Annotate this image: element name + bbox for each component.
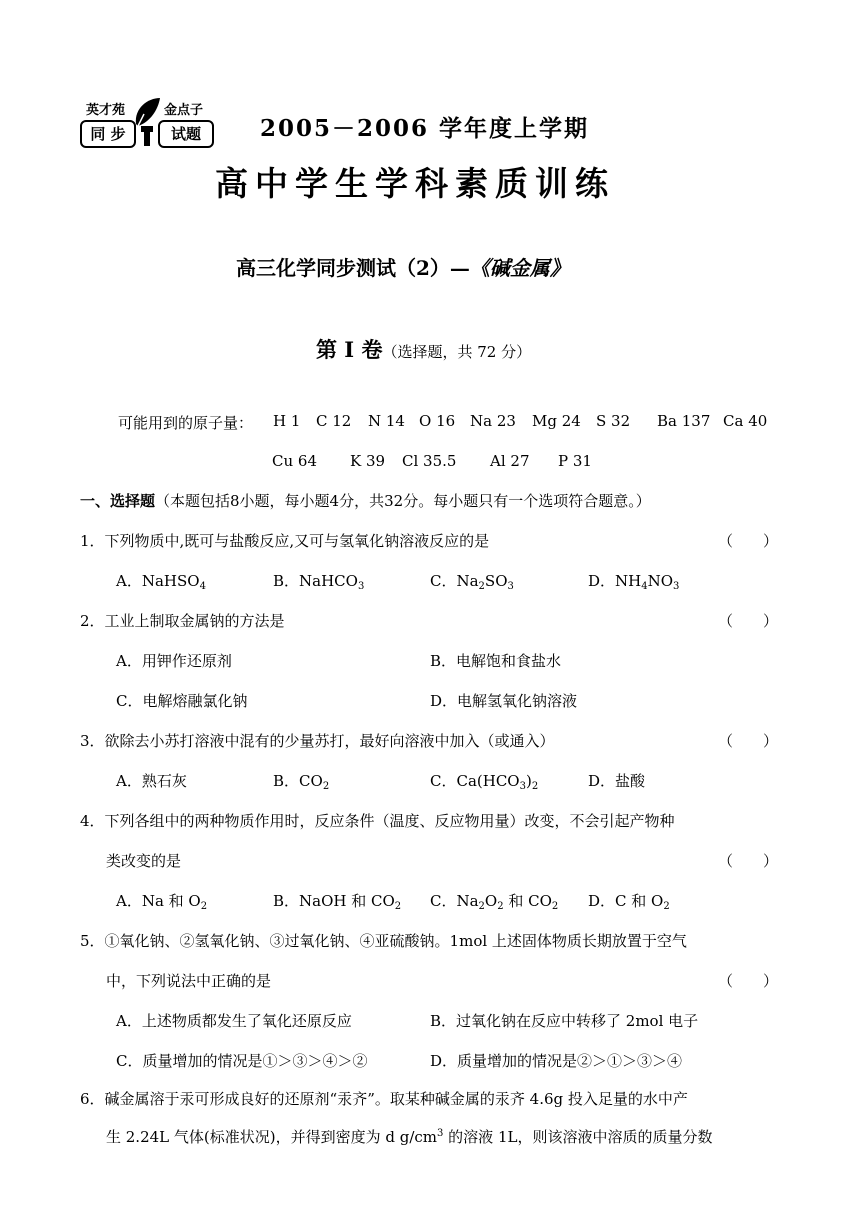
main-title: 高中学生学科素质训练 [215, 164, 615, 203]
part-instructions: （本题包括8小题，每小题4分，共32分。每小题只有一个选项符合题意。） [155, 492, 651, 510]
atomic-mass: Al 27 [490, 452, 530, 470]
atomic-mass: O 16 [419, 412, 456, 430]
logo-text-left: 英才苑 [86, 103, 126, 118]
answer-blank: （ ） [718, 612, 779, 630]
question-6-stem-line-1: 6．碱金属溶于汞可形成良好的还原剂“汞齐”。取某种碱金属的汞齐 4.6g 投入足量的水中产 [80, 1090, 688, 1108]
subtitle-book-title: 《碱金属》 [469, 256, 570, 280]
atomic-mass-label: 可能用到的原子量： [118, 414, 254, 432]
atomic-mass: Na 23 [470, 412, 516, 430]
section-heading [316, 334, 531, 364]
atomic-mass: Mg 24 [532, 412, 581, 430]
question-4-stem-line-2: 类改变的是 [106, 852, 182, 870]
question-1-option-a: A．NaHSO$_4$ [116, 572, 206, 592]
question-2-option-c: C．电解熔融氯化钠 [116, 692, 248, 710]
question-5-option-a: A．上述物质都发生了氧化还原反应 [116, 1012, 352, 1030]
section-title: 第 I 卷 [316, 337, 383, 362]
question-4-option-b: B．NaOH 和 $CO_2$ [273, 892, 402, 912]
question-5-option-d: D．质量增加的情况是②＞①＞③＞④ [430, 1052, 683, 1070]
atomic-mass: P 31 [558, 452, 592, 470]
question-5-option-b: B．过氧化钠在反应中转移了 2mol 电子 [430, 1012, 699, 1030]
question-2-option-d: D．电解氢氧化钠溶液 [430, 692, 578, 710]
school-year-heading: 2005－2006 学年度上学期 [260, 115, 590, 142]
question-4-option-a: A．Na 和 $O_2$ [116, 892, 208, 912]
question-5-option-c: C．质量增加的情况是①＞③＞④＞② [116, 1052, 368, 1070]
atomic-mass: Ba 137 [657, 412, 711, 430]
subtitle-prefix: 高三化学同步测试（2）— [236, 256, 470, 280]
question-3-option-d: D．盐酸 [588, 772, 646, 790]
question-2-option-a: A．用钾作还原剂 [116, 652, 232, 670]
question-3-option-a: A．熟石灰 [116, 772, 187, 790]
part-title: 一、选择题 [80, 492, 156, 510]
atomic-mass: Ca 40 [723, 412, 768, 430]
logo-box-right: 试题 [158, 120, 214, 148]
atomic-mass: Cu 64 [272, 452, 317, 470]
question-1-option-c: C．$Na_2SO_3$ [430, 572, 514, 592]
question-3-option-c: C．$Ca(HCO_3)_2$ [430, 772, 539, 792]
answer-blank: （ ） [718, 852, 779, 870]
question-4-option-d: D．C 和 $O_2$ [588, 892, 670, 912]
question-6-stem-line-2: 生 2.24L 气体(标准状况)，并得到密度为 d $g/cm^3$ 的溶液 1L，则该溶液中溶质的质量分数 [106, 1128, 713, 1146]
logo-box-left: 同 步 [80, 120, 136, 148]
atomic-mass: S 32 [596, 412, 631, 430]
question-5-stem-line-2: 中，下列说法中正确的是 [106, 972, 272, 990]
answer-blank: （ ） [718, 532, 779, 550]
question-2-stem: 2．工业上制取金属钠的方法是 [80, 612, 285, 630]
atomic-mass: K 39 [350, 452, 386, 470]
test-subtitle [236, 252, 570, 281]
question-1-option-b: B．NaHCO$_3$ [273, 572, 365, 592]
question-1-option-d: D．$NH_4NO_3$ [588, 572, 680, 592]
answer-blank: （ ） [718, 732, 779, 750]
question-5-stem-line-1: 5．①氧化钠、②氢氧化钠、③过氧化钠、④亚硫酸钠。1mol 上述固体物质长期放置于空气 [80, 932, 687, 950]
question-4-stem-line-1: 4．下列各组中的两种物质作用时，反应条件（温度、反应物用量）改变，不会引起产物种 [80, 812, 675, 830]
logo-text-right: 金点子 [164, 103, 204, 118]
atomic-mass: N 14 [368, 412, 405, 430]
atomic-mass: C 12 [316, 412, 352, 430]
atomic-mass: Cl 35.5 [402, 452, 457, 470]
question-2-option-b: B．电解饱和食盐水 [430, 652, 562, 670]
section-note: （选择题，共 72 分） [382, 343, 532, 361]
question-4-option-c: C．$Na_2O_2$ 和 $CO_2$ [430, 892, 559, 912]
part-heading [80, 490, 651, 511]
publisher-logo [80, 96, 212, 152]
answer-blank: （ ） [718, 972, 779, 990]
question-3-option-b: B．$CO_2$ [273, 772, 330, 792]
question-3-stem: 3．欲除去小苏打溶液中混有的少量苏打，最好向溶液中加入（或通入） [80, 732, 555, 750]
atomic-mass: H 1 [273, 412, 301, 430]
question-1-stem: 1．下列物质中,既可与盐酸反应,又可与氢氧化钠溶液反应的是 [80, 532, 490, 550]
